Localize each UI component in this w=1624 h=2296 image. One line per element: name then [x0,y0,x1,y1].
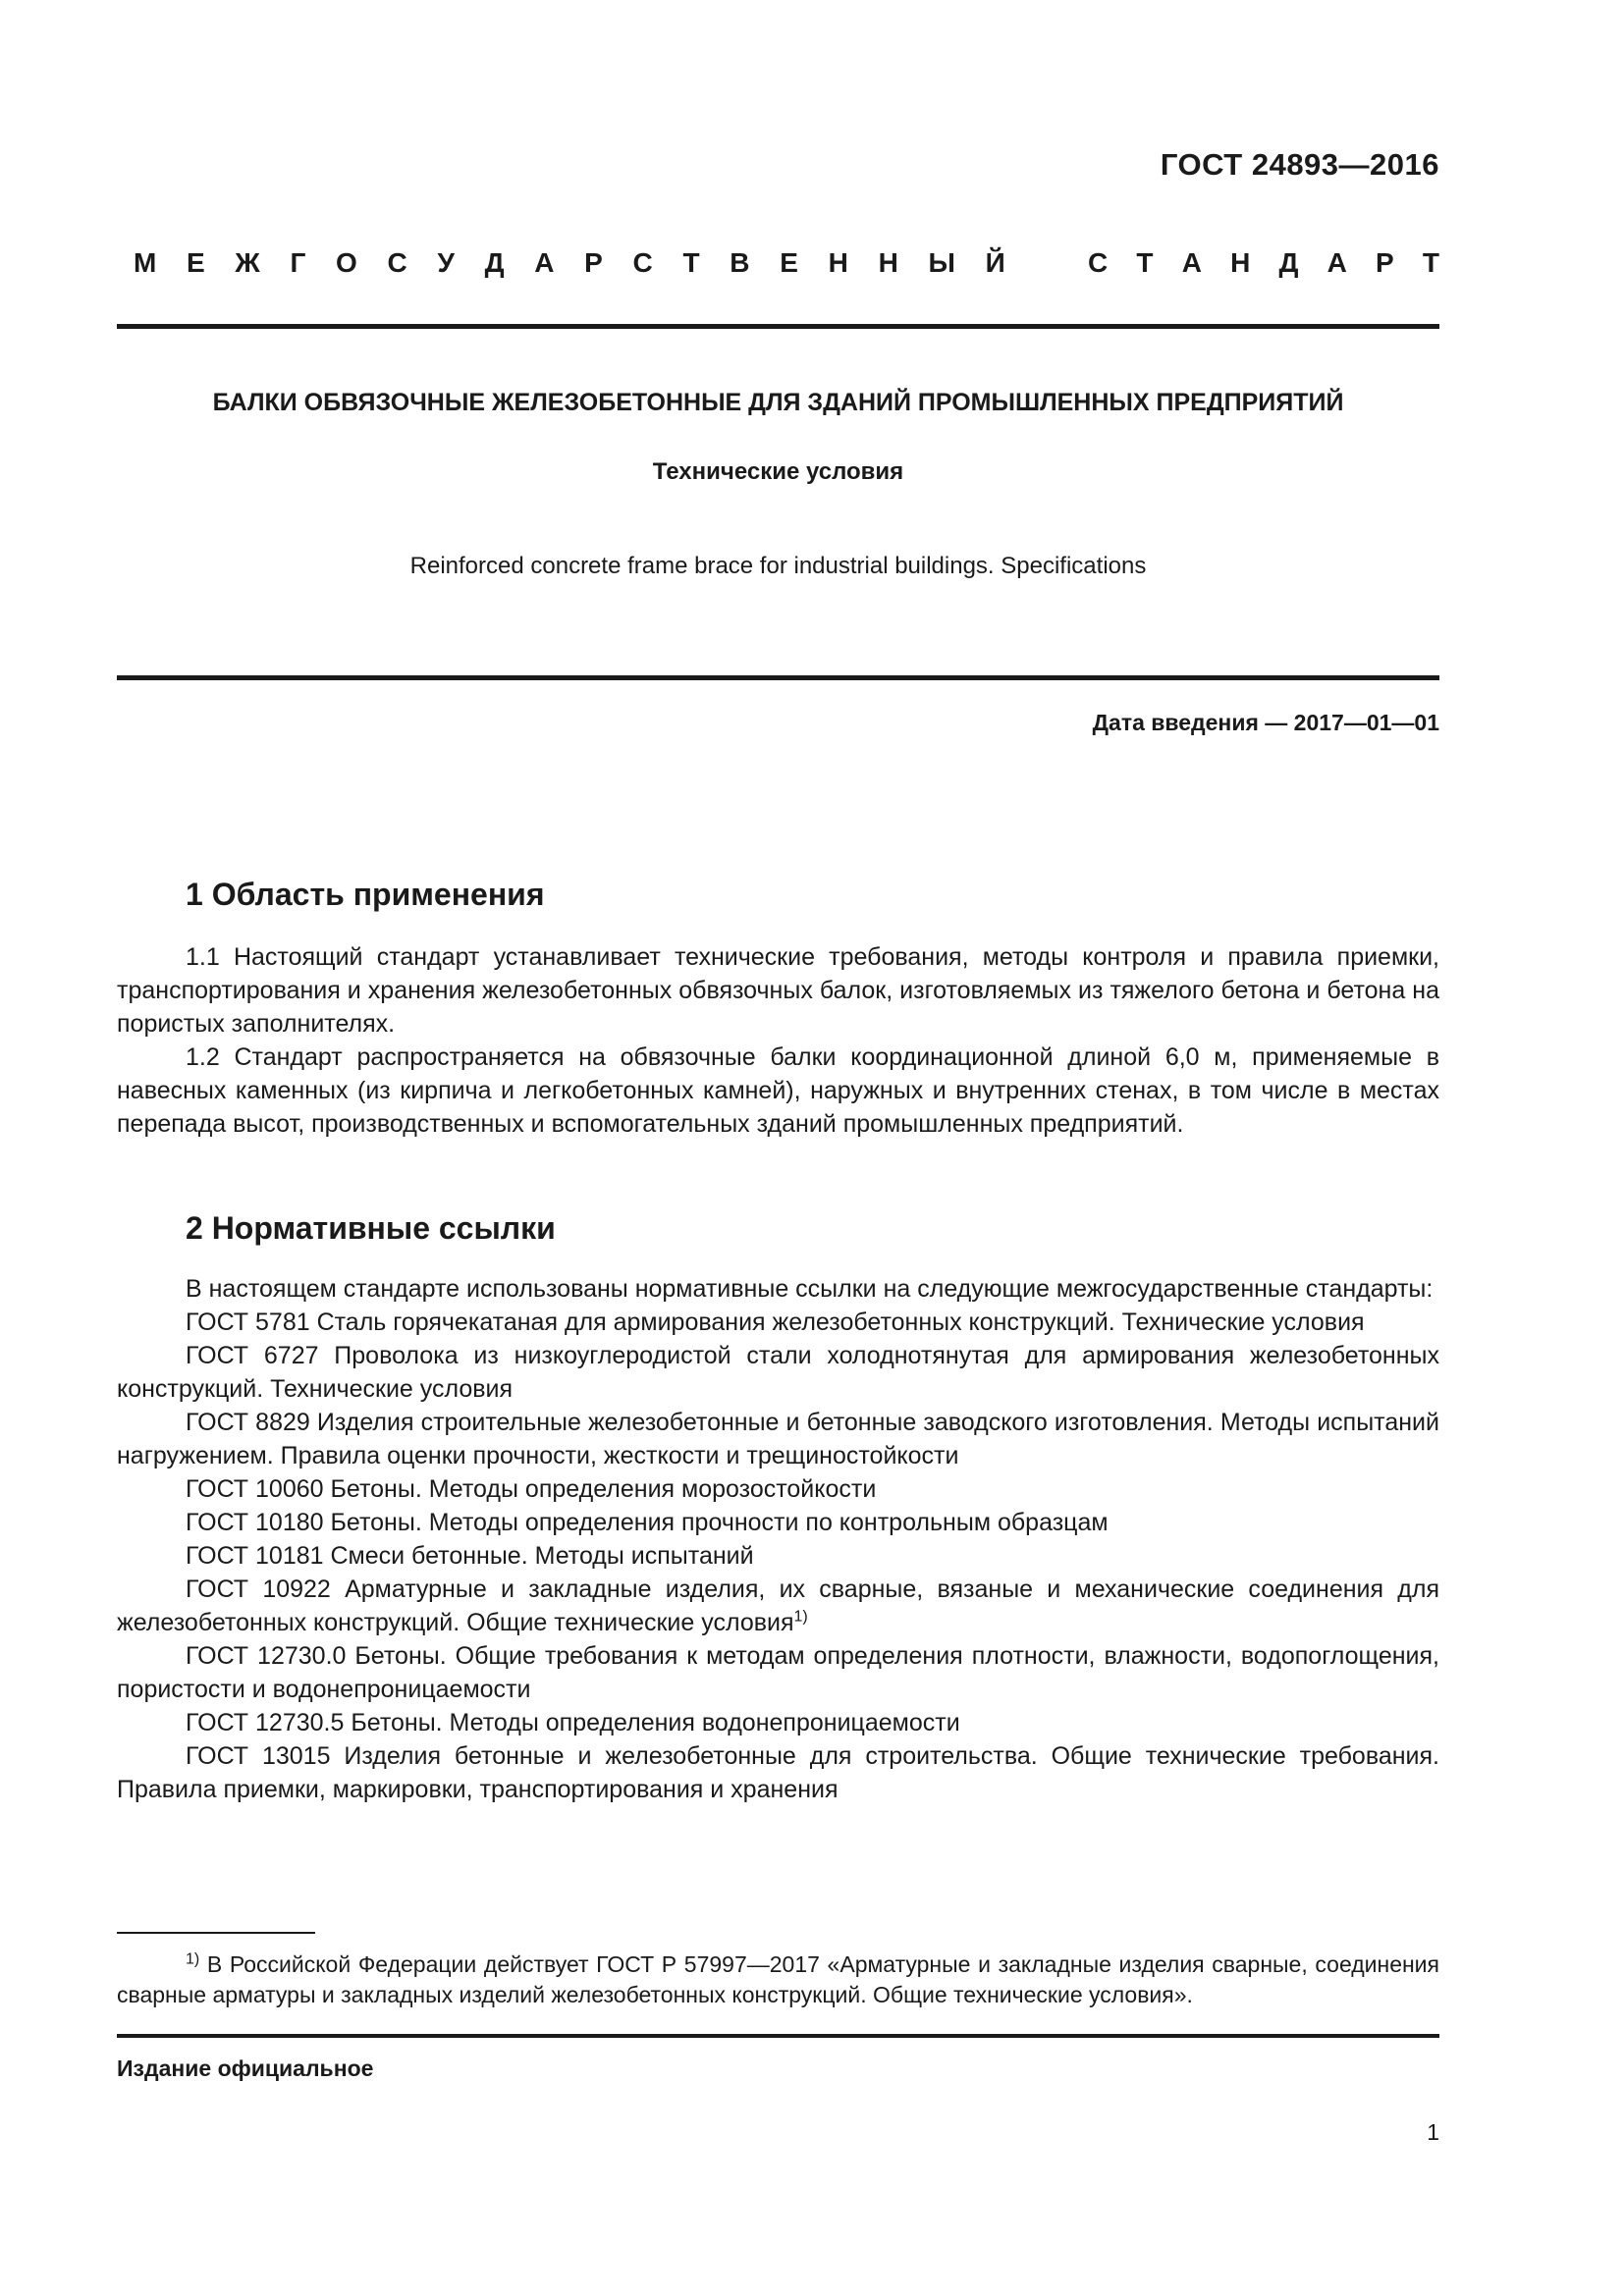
english-title: Reinforced concrete frame brace for industrial buildings. Specifications [409,553,1147,579]
page-number: 1 [1427,2119,1439,2145]
document-code: ГОСТ 24893—2016 [1160,147,1439,182]
document-subtitle: Технические условия [652,458,904,485]
paragraph: В настоящем стандарте использованы нормативные ссылки на следующие межгосударственные стандарты: [186,1275,1434,1303]
paragraph: 1.2 Стандарт распространяется на обвязочные балки координационной длиной 6,0 м, применяемые в навесных каменных (из кирпича и легкобетонных камней), наружных и внутренних стенах, в том числе в местах перепада высот, производственных и вспомогательных зданий промышленных предприятий. [117,1043,1439,1138]
reference-item: ГОСТ 6727 Проволока из низкоуглеродистой стали холоднотянутая для армирования железобетонных конструкций. Технические условия [117,1342,1439,1403]
paragraph: 1.1 Настоящий стандарт устанавливает технические требования, методы контроля и правила приемки, транспортирования и хранения железобетонных обвязочных балок, изготовляемых из тяжелого бетона и бетона на пористых заполнителях. [117,943,1439,1038]
interstate-standard-banner [134,247,1439,279]
reference-item: ГОСТ 8829 Изделия строительные железобетонные и бетонные заводского изготовления. Методы испытаний нагружением. Правила оценки прочности, жесткости и трещиностойкости [117,1409,1439,1469]
reference-item: ГОСТ 13015 Изделия бетонные и железобетонные для строительства. Общие технические требования. Правила приемки, маркировки, транспортирования и хранения [117,1742,1439,1803]
title-divider [117,675,1439,680]
footnote-reference[interactable]: 1) [793,1608,808,1626]
section-1-body [117,940,1439,1141]
reference-item: ГОСТ 12730.0 Бетоны. Общие требования к методам определения плотности, влажности, водопоглощения, пористости и водонепроницаемости [117,1642,1439,1703]
document-title: БАЛКИ ОБВЯЗОЧНЫЕ ЖЕЛЕЗОБЕТОННЫЕ ДЛЯ ЗДАНИЙ ПРОМЫШЛЕННЫХ ПРЕДПРИЯТИЙ [212,389,1344,416]
footnote-mark: 1) [186,1950,200,1968]
header-divider [117,324,1439,329]
reference-item: ГОСТ 10181 Смеси бетонные. Методы испытаний [186,1542,754,1570]
reference-item: ГОСТ 12730.5 Бетоны. Методы определения водонепроницаемости [186,1709,960,1736]
edition-label: Издание официальное [117,2056,374,2081]
reference-item: ГОСТ 10060 Бетоны. Методы определения морозостойкости [186,1475,877,1503]
section-1-heading: 1 Область применения [186,877,545,912]
reference-item: ГОСТ 5781 Сталь горячекатаная для армирования железобетонных конструкций. Технические условия [186,1308,1365,1336]
reference-item: ГОСТ 10180 Бетоны. Методы определения прочности по контрольным образцам [186,1509,1109,1536]
standard-word: С Т А Н Д А Р Т [1088,247,1439,278]
interstate-word: М Е Ж Г О С У Д А Р С Т В Е Н Н Ы Й [134,247,1005,278]
introduction-date: Дата введения — 2017—01—01 [1092,710,1439,735]
footnote: $^{1)}$ В Российской Федерации действует ГОСТ Р 57997—2017 «Арматурные и закладные изделия сварные, соединения сварные арматуры и закладных изделий железобетонных конструкций. Общие технические условия». [117,1950,1439,2007]
reference-item: ГОСТ 10922 Арматурные и закладные изделия, их сварные, вязаные и механические соединения для железобетонных конструкций. Общие технические условия$^{1)}$ [117,1575,1439,1636]
section-2-heading: 2 Нормативные ссылки [186,1210,556,1246]
section-2-body [117,1272,1439,1806]
footnote-divider [117,1932,315,1934]
footer-divider [117,2034,1439,2038]
